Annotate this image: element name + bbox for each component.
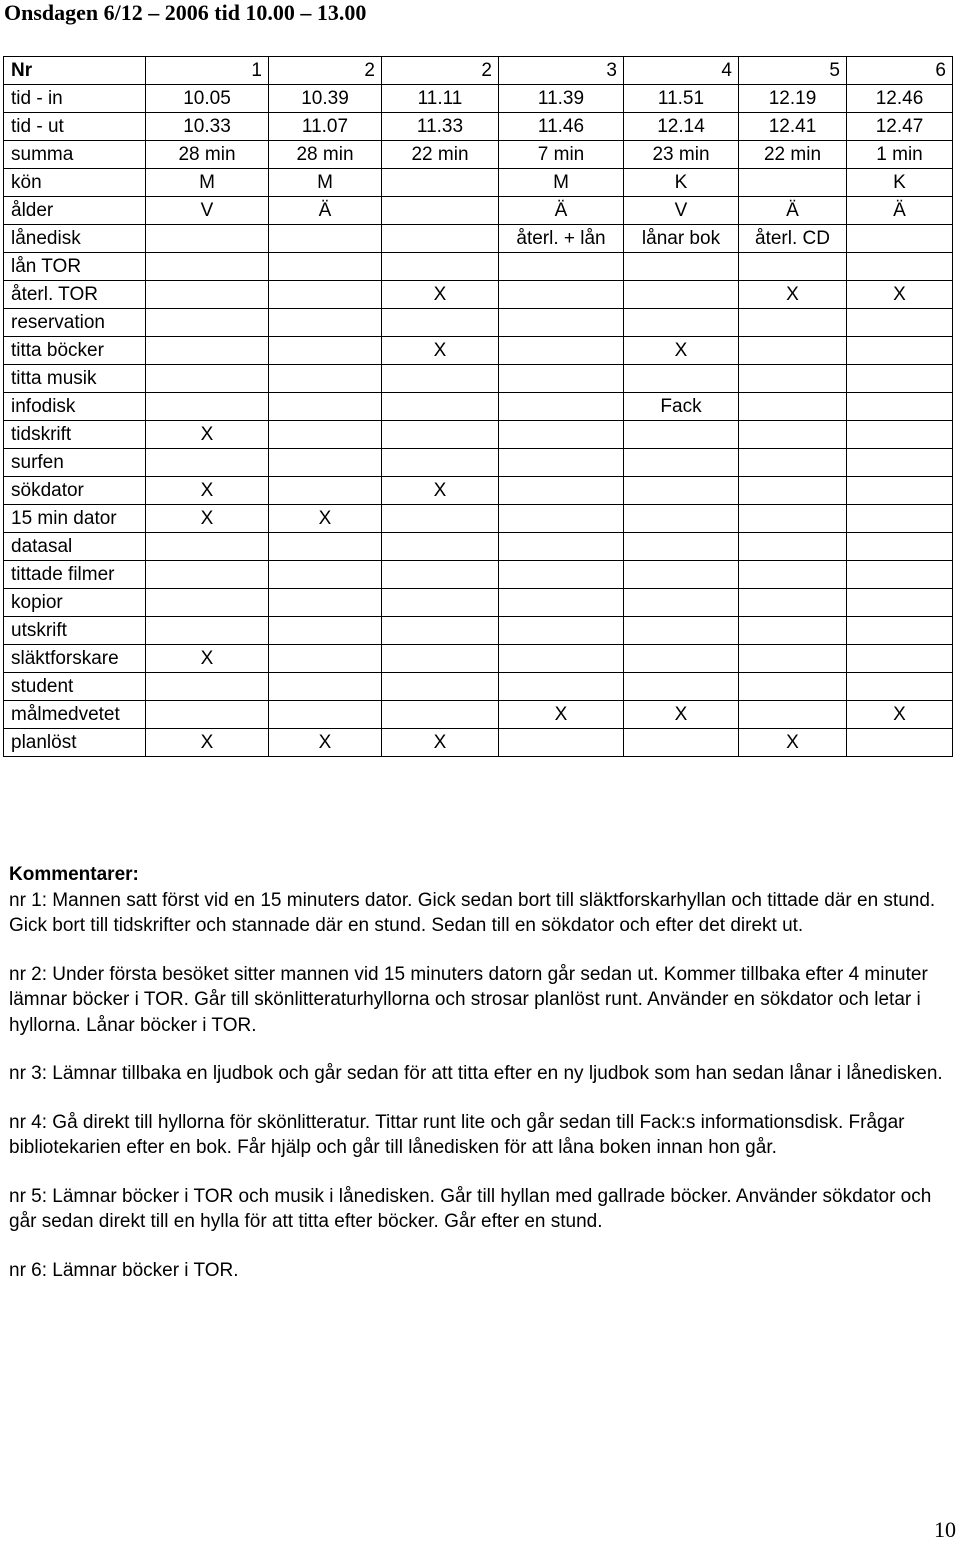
table-row (4, 393, 953, 421)
page-number: 10 (934, 1517, 956, 1542)
table-row (4, 701, 953, 729)
table-cell: 3 (499, 57, 624, 85)
table-cell (739, 337, 847, 365)
table-cell (499, 561, 624, 589)
table-cell: 28 min (146, 141, 269, 169)
table-row (4, 533, 953, 561)
table-cell: 1 (146, 57, 269, 85)
table-cell (847, 393, 953, 421)
table-cell (269, 617, 382, 645)
table-cell: 28 min (269, 141, 382, 169)
table-cell: 11.46 (499, 113, 624, 141)
table-cell: K (624, 169, 739, 197)
table-cell: X (624, 337, 739, 365)
table-cell: X (146, 505, 269, 533)
table-cell (269, 673, 382, 701)
table-cell (847, 477, 953, 505)
table-cell: X (739, 729, 847, 757)
table-cell (146, 673, 269, 701)
row-label: lånedisk (4, 225, 146, 253)
table-cell: X (146, 645, 269, 673)
observation-table (3, 56, 953, 757)
table-row (4, 141, 953, 169)
table-cell: 12.14 (624, 113, 739, 141)
row-label: ålder (4, 197, 146, 225)
table-cell: 5 (739, 57, 847, 85)
row-label: tittade filmer (4, 561, 146, 589)
table-row (4, 505, 953, 533)
table-cell: 11.07 (269, 113, 382, 141)
table-row (4, 365, 953, 393)
table-cell (847, 533, 953, 561)
table-cell (624, 309, 739, 337)
table-row (4, 113, 953, 141)
table-cell (739, 561, 847, 589)
table-cell (269, 561, 382, 589)
table-cell (847, 589, 953, 617)
table-cell (269, 701, 382, 729)
table-cell: X (269, 729, 382, 757)
table-cell (739, 533, 847, 561)
table-row (4, 309, 953, 337)
table-cell: 1 min (847, 141, 953, 169)
table-row (4, 253, 953, 281)
table-cell (624, 617, 739, 645)
table-cell (146, 281, 269, 309)
table-cell: Ä (739, 197, 847, 225)
table-cell (382, 253, 499, 281)
table-cell (739, 365, 847, 393)
comment-paragraph: nr 4: Gå direkt till hyllorna för skönlitteratur. Tittar runt lite och går sedan till Fack:s informationsdisk. Frågar bibliotekarien efter en bok. Får hjälp och går till lånedisken för att låna boken innan hon går. (9, 1111, 905, 1158)
table-cell: 10.05 (146, 85, 269, 113)
table-cell (739, 673, 847, 701)
table-cell: K (847, 169, 953, 197)
row-label: sökdator (4, 477, 146, 505)
table-cell (624, 533, 739, 561)
table-cell: 10.39 (269, 85, 382, 113)
table-cell (382, 421, 499, 449)
table-cell (624, 673, 739, 701)
table-cell (499, 337, 624, 365)
table-cell (499, 589, 624, 617)
table-row (4, 197, 953, 225)
table-row (4, 589, 953, 617)
row-label: tid - in (4, 85, 146, 113)
table-cell (146, 449, 269, 477)
table-cell (146, 393, 269, 421)
comment-paragraph: nr 5: Lämnar böcker i TOR och musik i lånedisken. Går till hyllan med gallrade böcker. Använder sökdator och går sedan direkt till en hylla för att titta efter böcker. Går efter en stund. (9, 1185, 932, 1232)
table-cell (739, 589, 847, 617)
table-cell: 11.39 (499, 85, 624, 113)
table-cell (382, 197, 499, 225)
table-cell (847, 365, 953, 393)
table-cell (847, 561, 953, 589)
table-cell: återl. + lån (499, 225, 624, 253)
table-cell (269, 337, 382, 365)
table-cell: 10.33 (146, 113, 269, 141)
table-cell (269, 309, 382, 337)
table-cell (382, 505, 499, 533)
table-cell (847, 505, 953, 533)
comment-paragraph: nr 2: Under första besöket sitter mannen vid 15 minuters datorn går sedan ut. Kommer tillbaka efter 4 minuter lämnar böcker i TOR. Går till skönlitteraturhyllorna och strosar planlöst runt. Använder en sökdator och letar i hyllorna. Lånar böcker i TOR. (9, 963, 928, 1036)
table-cell (382, 645, 499, 673)
table-row (4, 645, 953, 673)
table-cell (146, 225, 269, 253)
table-cell: 7 min (499, 141, 624, 169)
table-row (4, 673, 953, 701)
table-cell (847, 253, 953, 281)
table-cell: V (624, 197, 739, 225)
table-row (4, 617, 953, 645)
table-cell (499, 365, 624, 393)
table-cell (624, 477, 739, 505)
table-cell (499, 533, 624, 561)
table-cell: X (847, 701, 953, 729)
table-cell (499, 673, 624, 701)
table-row (4, 449, 953, 477)
table-cell: 22 min (739, 141, 847, 169)
row-label: datasal (4, 533, 146, 561)
table-cell: X (624, 701, 739, 729)
table-cell (382, 617, 499, 645)
table-cell (739, 253, 847, 281)
table-cell (624, 421, 739, 449)
table-cell (269, 393, 382, 421)
table-cell: 22 min (382, 141, 499, 169)
table-cell: M (499, 169, 624, 197)
table-cell (382, 701, 499, 729)
table-cell: X (146, 477, 269, 505)
table-cell (269, 253, 382, 281)
table-cell: lånar bok (624, 225, 739, 253)
table-cell (269, 477, 382, 505)
comment-paragraph: nr 6: Lämnar böcker i TOR. (9, 1259, 239, 1281)
table-cell (739, 505, 847, 533)
table-cell (847, 309, 953, 337)
row-label: titta böcker (4, 337, 146, 365)
row-label: släktforskare (4, 645, 146, 673)
table-row (4, 729, 953, 757)
table-cell (739, 617, 847, 645)
table-cell (382, 365, 499, 393)
table-cell (269, 449, 382, 477)
table-cell (739, 169, 847, 197)
table-row (4, 85, 953, 113)
table-cell: 4 (624, 57, 739, 85)
comment-list (9, 888, 944, 1284)
table-cell (847, 449, 953, 477)
table-cell: Fack (624, 393, 739, 421)
row-label: kopior (4, 589, 146, 617)
table-row (4, 561, 953, 589)
row-label: tidskrift (4, 421, 146, 449)
table-cell: V (146, 197, 269, 225)
table-row (4, 477, 953, 505)
table-cell: 11.11 (382, 85, 499, 113)
row-label: lån TOR (4, 253, 146, 281)
table-cell (146, 253, 269, 281)
table-cell (499, 505, 624, 533)
table-row (4, 421, 953, 449)
table-cell: X (146, 421, 269, 449)
table-cell: M (269, 169, 382, 197)
table-cell: 12.41 (739, 113, 847, 141)
row-label: kön (4, 169, 146, 197)
table-cell (499, 309, 624, 337)
row-label: student (4, 673, 146, 701)
table-cell: X (269, 505, 382, 533)
table-cell (739, 701, 847, 729)
row-label: reservation (4, 309, 146, 337)
row-label: tid - ut (4, 113, 146, 141)
table-cell (847, 645, 953, 673)
table-cell (624, 645, 739, 673)
table-cell (146, 337, 269, 365)
row-label: surfen (4, 449, 146, 477)
table-cell (499, 729, 624, 757)
table-cell: X (382, 281, 499, 309)
table-cell (146, 309, 269, 337)
page-title: Onsdagen 6/12 – 2006 tid 10.00 – 13.00 (4, 0, 367, 25)
table-cell (739, 421, 847, 449)
table-cell (499, 477, 624, 505)
table-cell (499, 421, 624, 449)
table-cell (146, 561, 269, 589)
table-cell: X (739, 281, 847, 309)
table-cell (499, 393, 624, 421)
table-cell (624, 281, 739, 309)
table-cell: 2 (269, 57, 382, 85)
table-cell (382, 309, 499, 337)
table-cell: 12.46 (847, 85, 953, 113)
table-cell (382, 561, 499, 589)
table-cell (382, 169, 499, 197)
table-body (4, 57, 953, 757)
table-cell (269, 589, 382, 617)
table-cell (739, 309, 847, 337)
table-row (4, 337, 953, 365)
table-cell: X (847, 281, 953, 309)
table-cell (269, 533, 382, 561)
table-cell (146, 617, 269, 645)
table-cell: X (382, 337, 499, 365)
row-label: titta musik (4, 365, 146, 393)
table-header-row (4, 57, 953, 85)
table-cell (382, 449, 499, 477)
table-cell: X (499, 701, 624, 729)
table-cell (624, 365, 739, 393)
table-cell (499, 449, 624, 477)
table-cell (847, 617, 953, 645)
table-cell (624, 729, 739, 757)
row-label: infodisk (4, 393, 146, 421)
row-label: målmedvetet (4, 701, 146, 729)
table-cell (739, 449, 847, 477)
table-cell: X (146, 729, 269, 757)
table-cell (382, 225, 499, 253)
table-cell (382, 589, 499, 617)
table-cell: Ä (269, 197, 382, 225)
table-cell (847, 421, 953, 449)
row-label: planlöst (4, 729, 146, 757)
table-cell (624, 449, 739, 477)
table-cell (382, 393, 499, 421)
comment-paragraph: nr 1: Mannen satt först vid en 15 minuters dator. Gick sedan bort till släktforskarhyllan och tittade där en stund. Gick bort till tidskrifter och stannade där en stund. Sedan till en sökdator och efter det direkt ut. (9, 889, 936, 936)
table-cell (382, 673, 499, 701)
table-cell (624, 505, 739, 533)
comments-heading: Kommentarer: (9, 864, 139, 885)
table-cell (146, 365, 269, 393)
table-cell (269, 645, 382, 673)
table-cell: Ä (499, 197, 624, 225)
table-cell (739, 645, 847, 673)
table-cell: 11.51 (624, 85, 739, 113)
table-cell (624, 561, 739, 589)
table-cell: X (382, 477, 499, 505)
table-row (4, 169, 953, 197)
table-cell (739, 477, 847, 505)
table-cell (269, 365, 382, 393)
table-cell (269, 281, 382, 309)
table-row (4, 281, 953, 309)
table-row (4, 225, 953, 253)
table-cell: 23 min (624, 141, 739, 169)
table-cell (146, 533, 269, 561)
table-cell (847, 337, 953, 365)
table-cell (146, 701, 269, 729)
table-cell: Ä (847, 197, 953, 225)
row-label: summa (4, 141, 146, 169)
row-label: Nr (4, 57, 146, 85)
table-cell (499, 253, 624, 281)
table-cell (382, 533, 499, 561)
table-cell: återl. CD (739, 225, 847, 253)
table-cell (269, 225, 382, 253)
table-cell: 2 (382, 57, 499, 85)
table-cell: 12.19 (739, 85, 847, 113)
row-label: återl. TOR (4, 281, 146, 309)
table-cell: 12.47 (847, 113, 953, 141)
comments-section (9, 862, 944, 1306)
table-cell (847, 225, 953, 253)
table-cell: 11.33 (382, 113, 499, 141)
table-cell: M (146, 169, 269, 197)
table-cell (739, 393, 847, 421)
table-cell: X (382, 729, 499, 757)
table-cell (269, 421, 382, 449)
table-cell (847, 729, 953, 757)
table-cell (624, 589, 739, 617)
table-cell: 6 (847, 57, 953, 85)
comment-paragraph: nr 3: Lämnar tillbaka en ljudbok och går sedan för att titta efter en ny ljudbok som han sedan lånar i lånedisken. (9, 1063, 943, 1084)
table-cell (499, 281, 624, 309)
table-cell (624, 253, 739, 281)
table-cell (499, 645, 624, 673)
row-label: 15 min dator (4, 505, 146, 533)
table-cell (499, 617, 624, 645)
table-cell (146, 589, 269, 617)
row-label: utskrift (4, 617, 146, 645)
table-cell (847, 673, 953, 701)
